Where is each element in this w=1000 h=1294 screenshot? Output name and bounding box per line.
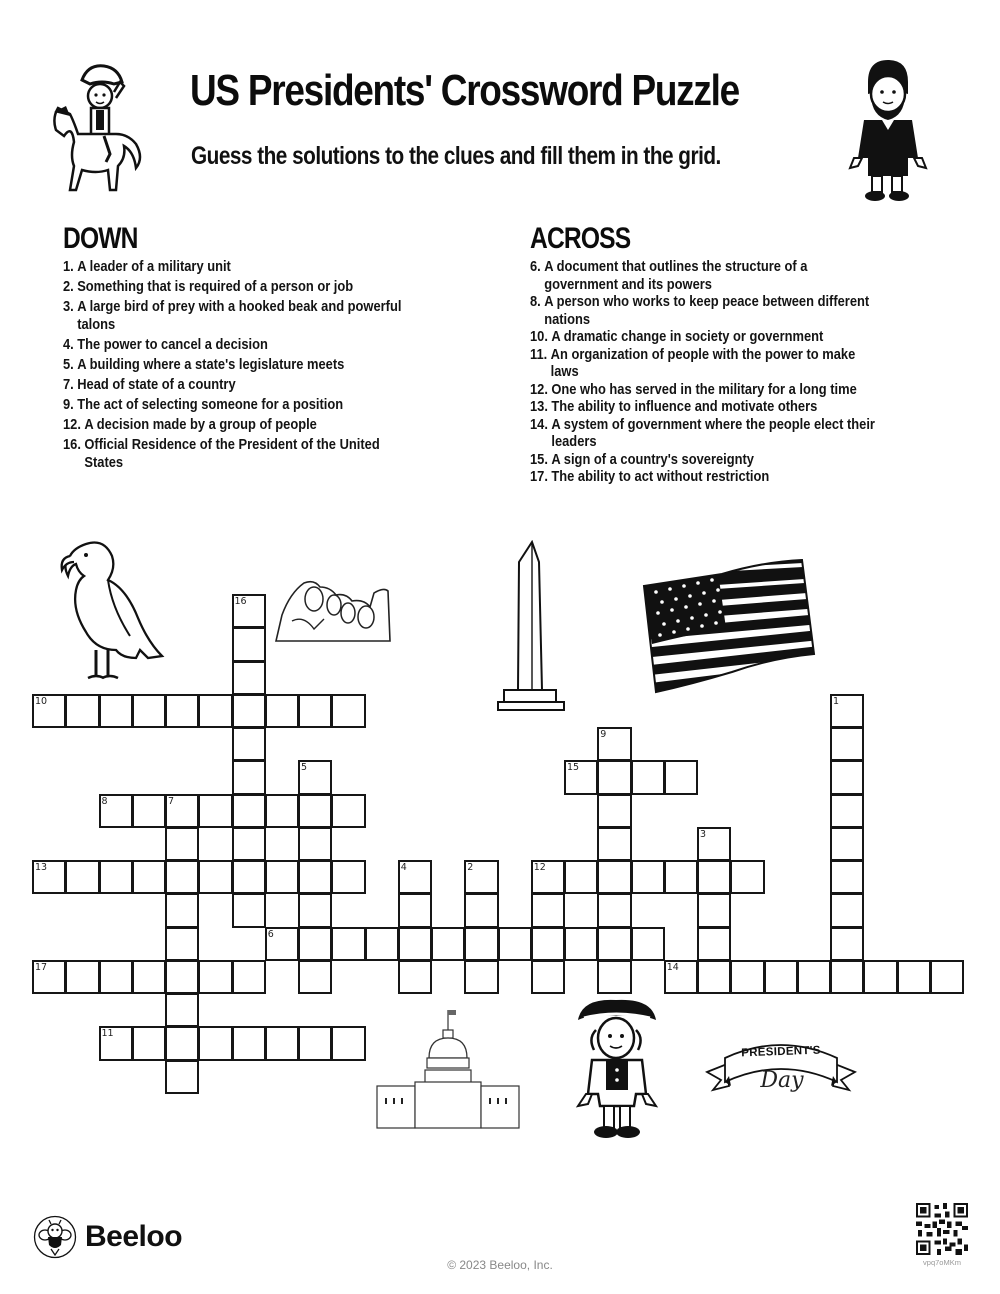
crossword-cell[interactable]	[830, 960, 864, 994]
qr-code-label: vpq7oMKm	[923, 1258, 961, 1267]
crossword-cell[interactable]	[830, 927, 864, 961]
clue-number: 15.	[530, 450, 548, 468]
clue-item	[63, 376, 467, 394]
crossword-cell[interactable]	[697, 827, 731, 861]
crossword-cell[interactable]	[597, 860, 631, 894]
cell-clue-number: 9	[600, 729, 607, 740]
crossword-cell[interactable]	[198, 860, 232, 894]
crossword-cell[interactable]	[897, 960, 931, 994]
cell-clue-number: 2	[467, 862, 474, 873]
crossword-cell[interactable]	[165, 893, 199, 927]
crossword-cell[interactable]	[764, 960, 798, 994]
crossword-cell[interactable]	[99, 1026, 133, 1060]
crossword-cell[interactable]	[664, 960, 698, 994]
crossword-cell[interactable]	[298, 893, 332, 927]
crossword-cell[interactable]	[863, 960, 897, 994]
crossword-cell[interactable]	[830, 893, 864, 927]
crossword-cell[interactable]	[930, 960, 964, 994]
clue-text: The act of selecting someone for a position	[77, 396, 344, 414]
cell-clue-number: 3	[700, 828, 707, 840]
crossword-cell[interactable]	[697, 893, 731, 927]
down-clues-section	[63, 222, 463, 474]
crossword-cell[interactable]	[564, 927, 598, 961]
clue-item	[63, 258, 467, 276]
crossword-cell[interactable]	[32, 860, 66, 894]
us-flag-illustration	[642, 558, 820, 696]
brand-name: Beeloo	[85, 1220, 183, 1253]
washington-horse-illustration	[44, 62, 156, 202]
crossword-cell[interactable]	[830, 694, 864, 728]
crossword-cell[interactable]	[298, 1026, 332, 1060]
crossword-cell[interactable]	[830, 727, 864, 761]
crossword-cell[interactable]	[232, 860, 266, 894]
crossword-cell[interactable]	[298, 960, 332, 994]
crossword-cell[interactable]	[531, 893, 565, 927]
bald-eagle-illustration	[56, 538, 172, 686]
crossword-cell[interactable]	[265, 1026, 299, 1060]
clue-text: A sign of a country's sovereignty	[551, 450, 754, 468]
crossword-cell[interactable]	[597, 960, 631, 994]
clue-item	[530, 398, 934, 416]
cell-clue-number: 7	[168, 795, 175, 807]
clue-text: A person who works to keep peace between different nations	[544, 293, 870, 328]
copyright-text: © 2023 Beeloo, Inc.	[447, 1258, 553, 1272]
crossword-cell[interactable]	[730, 960, 764, 994]
crossword-cell[interactable]	[165, 1060, 199, 1094]
cell-clue-number: 13	[35, 862, 48, 873]
across-clue-list	[530, 258, 930, 486]
crossword-cell[interactable]	[664, 760, 698, 794]
clue-text: The power to cancel a decision	[77, 335, 268, 353]
down-heading: DOWN	[63, 222, 138, 255]
crossword-cell[interactable]	[298, 694, 332, 728]
crossword-cell[interactable]	[165, 993, 199, 1027]
cell-clue-number: 5	[301, 762, 308, 774]
cell-clue-number: 6	[267, 928, 274, 940]
crossword-cell[interactable]	[232, 661, 266, 695]
clue-number: 11.	[530, 345, 548, 363]
cell-clue-number: 16	[234, 596, 247, 607]
clue-number: 1.	[63, 258, 74, 275]
crossword-cell[interactable]	[830, 760, 864, 794]
crossword-cell[interactable]	[331, 860, 365, 894]
crossword-cell[interactable]	[198, 960, 232, 994]
crossword-cell[interactable]	[132, 960, 166, 994]
across-clues-section	[530, 222, 930, 486]
clue-number: 16.	[63, 436, 81, 454]
crossword-cell[interactable]	[298, 760, 332, 794]
cell-clue-number: 1	[833, 695, 840, 707]
crossword-cell[interactable]	[830, 827, 864, 861]
crossword-cell[interactable]	[165, 794, 199, 828]
crossword-cell[interactable]	[398, 927, 432, 961]
page-subtitle: Guess the solutions to the clues and fill them in the grid.	[191, 142, 721, 170]
crossword-cell[interactable]	[830, 794, 864, 828]
crossword-cell[interactable]	[32, 960, 66, 994]
clue-number: 17.	[530, 468, 548, 485]
clue-item	[63, 298, 467, 333]
crossword-cell[interactable]	[165, 827, 199, 861]
mount-rushmore-illustration	[274, 579, 424, 643]
clue-item	[530, 451, 934, 469]
clue-number: 8.	[530, 293, 541, 310]
crossword-cell[interactable]	[298, 860, 332, 894]
clue-text: A building where a state's legislature meets	[77, 355, 345, 373]
crossword-cell[interactable]	[65, 860, 99, 894]
crossword-cell[interactable]	[232, 960, 266, 994]
crossword-cell[interactable]	[331, 927, 365, 961]
clue-item	[63, 436, 467, 471]
crossword-cell[interactable]	[65, 960, 99, 994]
crossword-cell[interactable]	[398, 960, 432, 994]
crossword-cell[interactable]	[165, 1026, 199, 1060]
clue-text: A large bird of prey with a hooked beak and powerful talons	[77, 298, 402, 333]
crossword-cell[interactable]	[165, 694, 199, 728]
clue-text: The ability to influence and motivate others	[551, 398, 818, 415]
clue-item	[63, 416, 467, 434]
washington-monument-illustration	[496, 540, 568, 716]
clue-number: 5.	[63, 355, 74, 373]
clue-item	[530, 381, 934, 399]
crossword-cell[interactable]	[531, 860, 565, 894]
clue-item	[530, 346, 934, 381]
crossword-cell[interactable]	[664, 860, 698, 894]
crossword-cell[interactable]	[232, 893, 266, 927]
crossword-cell[interactable]	[265, 794, 299, 828]
clue-item	[63, 278, 467, 296]
crossword-cell[interactable]	[597, 927, 631, 961]
crossword-cell[interactable]	[597, 760, 631, 794]
crossword-cell[interactable]	[132, 860, 166, 894]
crossword-cell[interactable]	[331, 694, 365, 728]
crossword-cell[interactable]	[165, 927, 199, 961]
cell-clue-number: 15	[567, 762, 580, 774]
crossword-cell[interactable]	[464, 893, 498, 927]
crossword-cell[interactable]	[99, 794, 133, 828]
crossword-cell[interactable]	[198, 794, 232, 828]
page-title: US Presidents' Crossword Puzzle	[190, 66, 739, 115]
crossword-cell[interactable]	[265, 860, 299, 894]
clue-item	[63, 396, 467, 414]
crossword-cell[interactable]	[99, 960, 133, 994]
clue-text: Head of state of a country	[77, 375, 236, 393]
cell-clue-number: 8	[101, 795, 108, 807]
lincoln-illustration	[842, 58, 932, 202]
crossword-cell[interactable]	[32, 694, 66, 728]
presidents-day-banner	[705, 1030, 857, 1106]
cell-clue-number: 10	[35, 695, 48, 707]
cell-clue-number: 4	[400, 862, 407, 873]
crossword-cell[interactable]	[232, 1026, 266, 1060]
crossword-cell[interactable]	[631, 860, 665, 894]
clue-text: The ability to act without restriction	[551, 468, 770, 485]
crossword-cell[interactable]	[597, 727, 631, 761]
clue-number: 4.	[63, 335, 74, 353]
crossword-cell[interactable]	[498, 927, 532, 961]
crossword-cell[interactable]	[564, 760, 598, 794]
clue-item	[530, 293, 934, 328]
banner-text-day: Day	[760, 1068, 804, 1093]
crossword-cell[interactable]	[365, 927, 399, 961]
crossword-cell[interactable]	[331, 794, 365, 828]
crossword-cell[interactable]	[797, 960, 831, 994]
crossword-cell[interactable]	[464, 927, 498, 961]
crossword-cell[interactable]	[99, 860, 133, 894]
crossword-cell[interactable]	[232, 760, 266, 794]
crossword-cell[interactable]	[265, 694, 299, 728]
clue-number: 3.	[63, 298, 74, 316]
crossword-cell[interactable]	[730, 860, 764, 894]
crossword-cell[interactable]	[531, 927, 565, 961]
crossword-cell[interactable]	[398, 860, 432, 894]
clue-item	[63, 356, 467, 374]
crossword-cell[interactable]	[232, 794, 266, 828]
clue-text: A system of government where the people elect their leaders	[551, 415, 875, 450]
crossword-cell[interactable]	[232, 694, 266, 728]
crossword-cell[interactable]	[830, 860, 864, 894]
crossword-cell[interactable]	[232, 827, 266, 861]
crossword-cell[interactable]	[697, 860, 731, 894]
banner-text-presidents: PRESIDENT'S	[741, 1044, 821, 1060]
crossword-cell[interactable]	[265, 927, 299, 961]
crossword-cell[interactable]	[99, 694, 133, 728]
crossword-cell[interactable]	[165, 860, 199, 894]
crossword-cell[interactable]	[132, 794, 166, 828]
crossword-cell[interactable]	[597, 893, 631, 927]
clue-item	[63, 336, 467, 354]
crossword-cell[interactable]	[232, 727, 266, 761]
crossword-cell[interactable]	[298, 927, 332, 961]
crossword-cell[interactable]	[631, 927, 665, 961]
crossword-cell[interactable]	[597, 827, 631, 861]
cell-clue-number: 12	[533, 862, 546, 873]
crossword-cell[interactable]	[398, 893, 432, 927]
crossword-cell[interactable]	[697, 927, 731, 961]
clue-text: A leader of a military unit	[77, 258, 231, 275]
crossword-cell[interactable]	[464, 860, 498, 894]
clue-text: One who has served in the military for a long time	[551, 380, 857, 398]
crossword-cell[interactable]	[65, 694, 99, 728]
cell-clue-number: 11	[101, 1028, 114, 1040]
crossword-cell[interactable]	[697, 960, 731, 994]
clue-number: 7.	[63, 375, 74, 393]
bee-icon	[33, 1215, 77, 1259]
crossword-cell[interactable]	[232, 594, 266, 628]
clue-number: 10.	[530, 328, 548, 345]
across-heading: ACROSS	[530, 222, 631, 255]
crossword-cell[interactable]	[531, 960, 565, 994]
crossword-cell[interactable]	[165, 960, 199, 994]
crossword-cell[interactable]	[631, 760, 665, 794]
clue-text: Something that is required of a person or job	[77, 278, 354, 296]
crossword-cell[interactable]	[198, 1026, 232, 1060]
clue-item	[530, 468, 934, 486]
clue-number: 2.	[63, 278, 74, 296]
crossword-cell[interactable]	[132, 1026, 166, 1060]
clue-number: 9.	[63, 396, 74, 414]
clue-item	[530, 416, 934, 451]
clue-number: 6.	[530, 258, 541, 275]
clue-text: A dramatic change in society or government	[551, 328, 824, 345]
capitol-building-illustration	[375, 1008, 520, 1130]
washington-standing-illustration	[572, 994, 662, 1142]
down-clue-list	[63, 258, 463, 471]
clue-text: Official Residence of the President of the United States	[84, 436, 380, 471]
clue-text: A decision made by a group of people	[84, 416, 317, 434]
clue-text: An organization of people with the power to make laws	[550, 345, 856, 380]
crossword-cell[interactable]	[198, 694, 232, 728]
cell-clue-number: 17	[35, 961, 48, 973]
crossword-cell[interactable]	[232, 627, 266, 661]
clue-number: 12.	[63, 416, 81, 434]
clue-number: 13.	[530, 398, 548, 415]
clue-text: A document that outlines the structure of a government and its powers	[544, 258, 808, 293]
cell-clue-number: 14	[666, 961, 679, 973]
clue-number: 12.	[530, 380, 548, 398]
crossword-cell[interactable]	[298, 794, 332, 828]
crossword-cell[interactable]	[132, 694, 166, 728]
brand-logo	[33, 1215, 182, 1259]
clue-item	[530, 258, 934, 293]
crossword-cell[interactable]	[298, 827, 332, 861]
qr-code-icon[interactable]	[916, 1203, 968, 1255]
crossword-cell[interactable]	[597, 794, 631, 828]
clue-item	[530, 328, 934, 346]
crossword-cell[interactable]	[431, 927, 465, 961]
crossword-cell[interactable]	[564, 860, 598, 894]
crossword-cell[interactable]	[464, 960, 498, 994]
clue-number: 14.	[530, 415, 548, 433]
crossword-cell[interactable]	[331, 1026, 365, 1060]
